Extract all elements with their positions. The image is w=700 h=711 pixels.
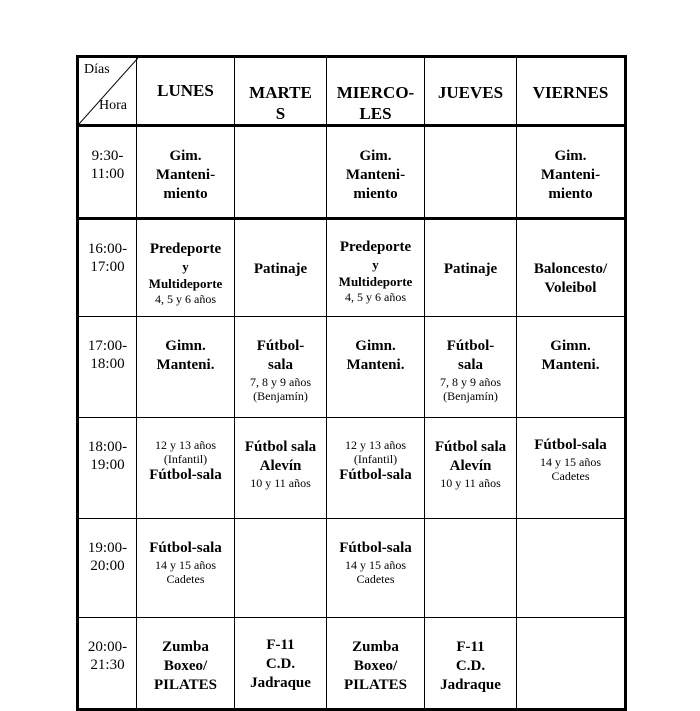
- day-header-miercoles: [327, 57, 425, 126]
- time-end: 21:30: [90, 657, 125, 673]
- time-end: 18:00: [90, 356, 125, 372]
- row-2000: [78, 618, 626, 710]
- corner-hora-label: Hora: [99, 98, 127, 113]
- row-1900: [78, 519, 626, 618]
- miercoles-line-2: LES: [359, 104, 392, 123]
- cell-viernes: Fútbol-sala 14 y 15 años Cadetes: [517, 418, 626, 519]
- row-0930: [78, 126, 626, 219]
- time-start: 16:00-: [87, 241, 128, 257]
- cell-lunes: Gim. Manteni- miento: [137, 126, 235, 219]
- header-row: [78, 57, 626, 126]
- martes-line-2: S: [275, 104, 286, 123]
- day-header-jueves: JUEVES: [425, 57, 517, 126]
- row-1600: [78, 219, 626, 317]
- schedule-table: [76, 55, 627, 711]
- time-cell: [78, 519, 137, 618]
- day-header-martes: [235, 57, 327, 126]
- cell-jueves: Fútbol- sala 7, 8 y 9 años (Benjamín): [425, 317, 517, 418]
- row-1800: [78, 418, 626, 519]
- cell-martes: F-11 C.D. Jadraque: [235, 618, 327, 710]
- cell-jueves: Fútbol sala Alevín 10 y 11 años: [425, 418, 517, 519]
- time-end: 20:00: [90, 558, 125, 574]
- day-header-lunes: LUNES: [137, 57, 235, 126]
- cell-jueves: [425, 126, 517, 219]
- time-start: 18:00-: [87, 439, 128, 455]
- cell-lunes: Gimn. Manteni.: [137, 317, 235, 418]
- cell-lunes: Fútbol-sala 14 y 15 años Cadetes: [137, 519, 235, 618]
- cell-lunes: Predeporte y Multideporte 4, 5 y 6 años: [137, 219, 235, 317]
- row-1700: [78, 317, 626, 418]
- cell-martes: Fútbol sala Alevín 10 y 11 años: [235, 418, 327, 519]
- cell-lunes: 12 y 13 años (Infantil) Fútbol-sala: [137, 418, 235, 519]
- cell-miercoles: 12 y 13 años (Infantil) Fútbol-sala: [327, 418, 425, 519]
- time-end: 17:00: [90, 259, 125, 275]
- corner-header: [78, 57, 137, 126]
- cell-lunes: Zumba Boxeo/ PILATES: [137, 618, 235, 710]
- corner-dias-label: Días: [84, 62, 110, 77]
- time-end: 19:00: [90, 457, 125, 473]
- time-start: 9:30-: [91, 148, 124, 164]
- time-cell: [78, 618, 137, 710]
- cell-martes: Patinaje: [235, 219, 327, 317]
- cell-martes: Fútbol- sala 7, 8 y 9 años (Benjamín): [235, 317, 327, 418]
- time-end: 11:00: [90, 166, 125, 182]
- cell-miercoles: Gim. Manteni- miento: [327, 126, 425, 219]
- cell-martes: [235, 126, 327, 219]
- cell-jueves: Patinaje: [425, 219, 517, 317]
- cell-miercoles: Zumba Boxeo/ PILATES: [327, 618, 425, 710]
- cell-viernes: Baloncesto/ Voleibol: [517, 219, 626, 317]
- time-cell: [78, 418, 137, 519]
- cell-viernes: [517, 618, 626, 710]
- cell-martes: [235, 519, 327, 618]
- time-cell: [78, 126, 137, 219]
- time-start: 20:00-: [87, 639, 128, 655]
- day-header-viernes: VIERNES: [517, 57, 626, 126]
- cell-miercoles: Fútbol-sala 14 y 15 años Cadetes: [327, 519, 425, 618]
- martes-line-1: MARTE: [249, 83, 312, 102]
- cell-viernes: Gimn. Manteni.: [517, 317, 626, 418]
- time-start: 17:00-: [87, 338, 128, 354]
- time-cell: [78, 219, 137, 317]
- miercoles-line-1: MIERCO-: [336, 83, 415, 102]
- time-cell: [78, 317, 137, 418]
- time-start: 19:00-: [87, 540, 128, 556]
- cell-viernes: [517, 519, 626, 618]
- cell-jueves: F-11 C.D. Jadraque: [425, 618, 517, 710]
- cell-viernes: Gim. Manteni- miento: [517, 126, 626, 219]
- cell-jueves: [425, 519, 517, 618]
- cell-miercoles: Gimn. Manteni.: [327, 317, 425, 418]
- cell-miercoles: Predeporte y Multideporte 4, 5 y 6 años: [327, 219, 425, 317]
